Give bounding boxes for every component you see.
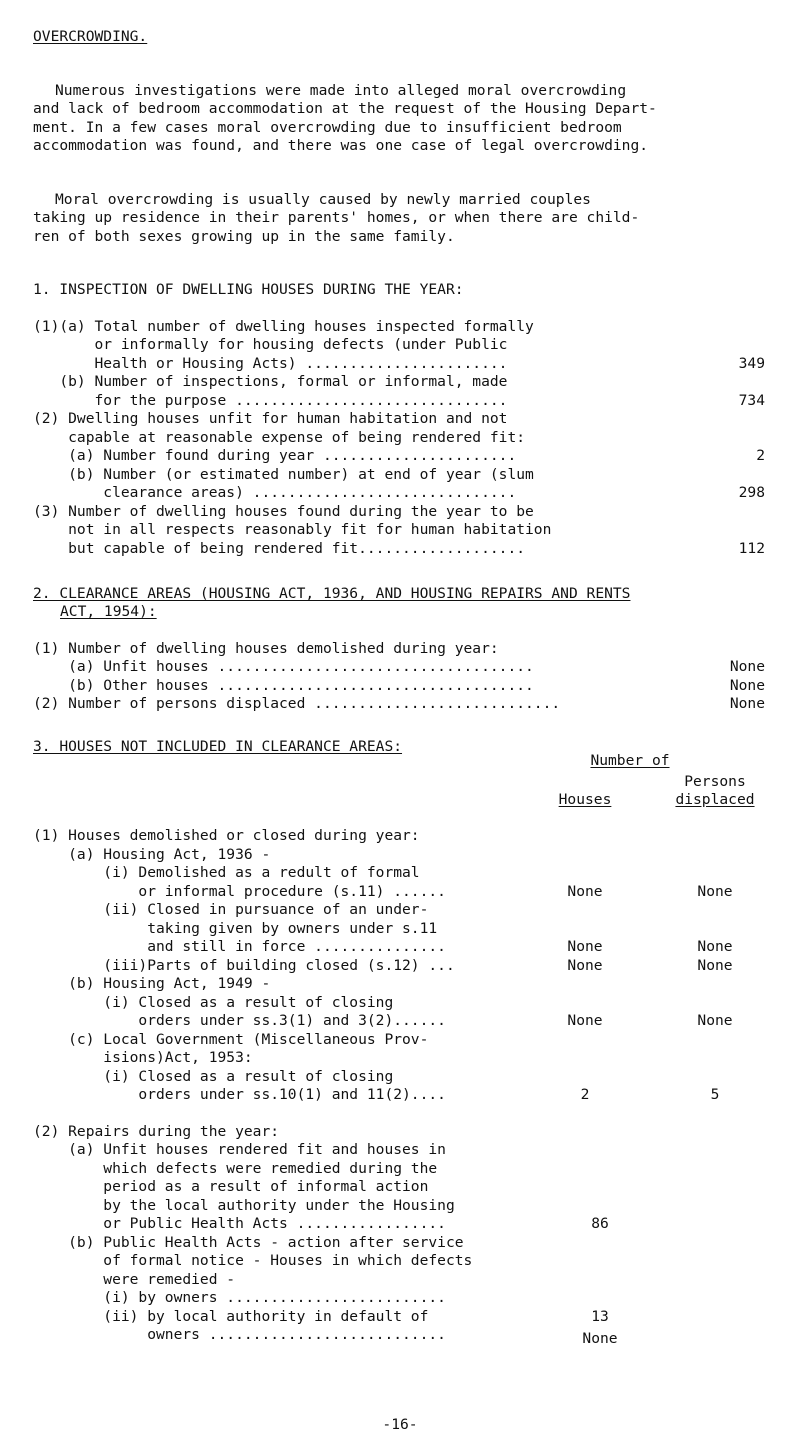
- s1-line: (b) Number of inspections, formal or informal, made: [33, 373, 508, 390]
- s1-value: 112: [738, 540, 765, 557]
- section-1-title: 1. INSPECTION OF DWELLING HOUSES DURING THE YEAR:: [33, 281, 464, 298]
- s1-line: clearance areas) ..............................: [33, 484, 517, 501]
- s2-line: (2) Number of persons displaced ............................: [33, 695, 561, 712]
- s3-line: or informal procedure (s.11) ......: [33, 883, 446, 900]
- s2-line: (a) Unfit houses ....................................: [33, 658, 534, 675]
- s3-line: (b) Housing Act, 1949 -: [33, 975, 271, 992]
- intro-line: ment. In a few cases moral overcrowding due to insufficient bedroom: [33, 119, 622, 136]
- s1-line: (3) Number of dwelling houses found during the year to be: [33, 503, 534, 520]
- s1-line: or informally for housing defects (under Public: [33, 336, 508, 353]
- col-header-number-of: Number of: [590, 752, 670, 769]
- houses-value: None: [567, 883, 603, 900]
- s1-value: 734: [738, 392, 765, 409]
- s1-value: 2: [756, 447, 765, 464]
- s3-line: (i) by owners .........................: [33, 1289, 446, 1306]
- s3-line: (ii) by local authority in default of: [33, 1308, 429, 1325]
- s3-line: taking given by owners under s.11: [33, 920, 438, 937]
- page-number: -16-: [382, 1416, 418, 1433]
- col-header-houses: Houses: [558, 791, 612, 808]
- s1-line: not in all respects reasonably fit for human habitation: [33, 521, 552, 538]
- houses-value: 13: [591, 1308, 609, 1325]
- intro-line: Numerous investigations were made into alleged moral overcrowding: [55, 82, 627, 99]
- s1-line: capable at reasonable expense of being rendered fit:: [33, 429, 526, 446]
- houses-value: None: [567, 957, 603, 974]
- col-header-displaced: displaced: [675, 791, 755, 808]
- persons-value: None: [697, 938, 733, 955]
- s3-line: (i) Closed as a result of closing: [33, 994, 394, 1011]
- s2-value: None: [729, 658, 765, 675]
- s3-line: (b) Public Health Acts - action after service: [33, 1234, 464, 1251]
- s1-line: (2) Dwelling houses unfit for human habitation and not: [33, 410, 508, 427]
- s3-line: (c) Local Government (Miscellaneous Prov-: [33, 1031, 429, 1048]
- s1-line: (1)(a) Total number of dwelling houses inspected formally: [33, 318, 534, 335]
- s3-line: orders under ss.3(1) and 3(2)......: [33, 1012, 446, 1029]
- s3-line: (1) Houses demolished or closed during year:: [33, 827, 420, 844]
- persons-value: None: [697, 883, 733, 900]
- houses-value: 86: [591, 1215, 609, 1232]
- s1-line: for the purpose ...............................: [33, 392, 508, 409]
- s3-line: by the local authority under the Housing: [33, 1197, 455, 1214]
- houses-value: 2: [580, 1086, 590, 1103]
- s3-line: owners ...........................: [33, 1326, 446, 1343]
- s3-line: of formal notice - Houses in which defects: [33, 1252, 473, 1269]
- intro-line: ren of both sexes growing up in the same family.: [33, 228, 455, 245]
- s1-line: (a) Number found during year ......................: [33, 447, 517, 464]
- s3-line: (2) Repairs during the year:: [33, 1123, 280, 1140]
- s2-line: (1) Number of dwelling houses demolished during year:: [33, 640, 499, 657]
- s3-line: (a) Housing Act, 1936 -: [33, 846, 271, 863]
- s3-line: (a) Unfit houses rendered fit and houses in: [33, 1141, 446, 1158]
- s3-line: (i) Closed as a result of closing: [33, 1068, 394, 1085]
- s3-line: were remedied -: [33, 1271, 236, 1288]
- s3-line: isions)Act, 1953:: [33, 1049, 253, 1066]
- s1-value: 298: [738, 484, 765, 501]
- s3-line: or Public Health Acts .................: [33, 1215, 446, 1232]
- houses-value: None: [582, 1330, 618, 1347]
- s1-line: (b) Number (or estimated number) at end of year (slum: [33, 466, 534, 483]
- page-heading: OVERCROWDING.: [33, 28, 148, 45]
- s1-value: 349: [738, 355, 765, 372]
- s3-line: (i) Demolished as a redult of formal: [33, 864, 420, 881]
- persons-value: 5: [710, 1086, 720, 1103]
- s2-value: None: [729, 695, 765, 712]
- s1-line: but capable of being rendered fit...................: [33, 540, 526, 557]
- section-2-title-cont: ACT, 1954):: [60, 603, 157, 620]
- section-3-title: 3. HOUSES NOT INCLUDED IN CLEARANCE AREAS:: [33, 738, 403, 755]
- houses-value: None: [567, 1012, 603, 1029]
- persons-value: None: [697, 957, 733, 974]
- s3-line: (iii)Parts of building closed (s.12) ...: [33, 957, 455, 974]
- s3-line: (ii) Closed in pursuance of an under-: [33, 901, 429, 918]
- intro-line: Moral overcrowding is usually caused by newly married couples: [55, 191, 591, 208]
- s3-line: which defects were remedied during the: [33, 1160, 438, 1177]
- section-2-title: 2. CLEARANCE AREAS (HOUSING ACT, 1936, AND HOUSING REPAIRS AND RENTS: [33, 585, 631, 602]
- s1-line: Health or Housing Acts) .......................: [33, 355, 508, 372]
- intro-line: accommodation was found, and there was one case of legal overcrowding.: [33, 137, 649, 154]
- s3-line: and still in force ...............: [33, 938, 446, 955]
- col-header-persons: Persons: [684, 773, 746, 790]
- houses-value: None: [567, 938, 603, 955]
- s2-line: (b) Other houses ....................................: [33, 677, 534, 694]
- s3-line: orders under ss.10(1) and 11(2)....: [33, 1086, 446, 1103]
- s2-value: None: [729, 677, 765, 694]
- intro-line: taking up residence in their parents' homes, or when there are child-: [33, 209, 640, 226]
- intro-line: and lack of bedroom accommodation at the request of the Housing Depart-: [33, 100, 657, 117]
- s3-line: period as a result of informal action: [33, 1178, 429, 1195]
- persons-value: None: [697, 1012, 733, 1029]
